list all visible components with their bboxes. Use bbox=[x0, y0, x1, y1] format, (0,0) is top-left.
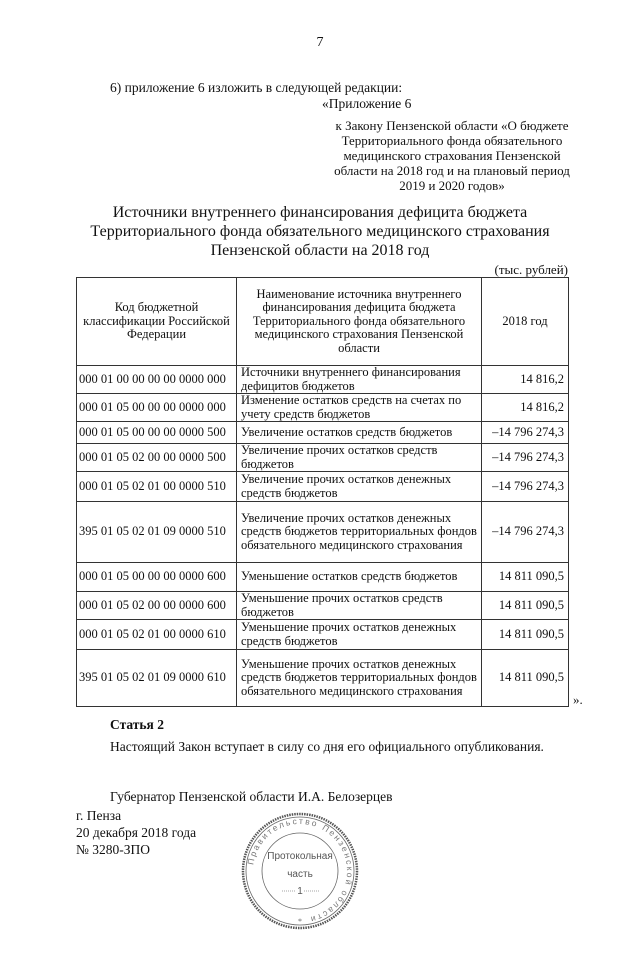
amendment-item: 6) приложение 6 изложить в следующей редакции: bbox=[110, 80, 403, 95]
table-row bbox=[77, 366, 569, 394]
article-heading: Статья 2 bbox=[110, 717, 164, 732]
row-code: 000 01 05 02 00 00 0000 500 bbox=[77, 444, 237, 472]
row-code: 000 01 05 02 01 00 0000 610 bbox=[77, 620, 237, 650]
row-name: Увеличение остатков средств бюджетов bbox=[237, 422, 482, 444]
table-row bbox=[77, 394, 569, 422]
article-text: Настоящий Закон вступает в силу со дня его официального опубликования. bbox=[110, 739, 544, 754]
row-value: 14 816,2 bbox=[482, 366, 569, 394]
document-title bbox=[60, 203, 580, 260]
title-line: Источники внутреннего финансирования дефицита бюджета bbox=[112, 204, 528, 221]
row-code: 395 01 05 02 01 09 0000 610 bbox=[77, 650, 237, 707]
row-code: 395 01 05 02 01 09 0000 510 bbox=[77, 502, 237, 563]
table-row bbox=[77, 592, 569, 620]
stamp-ring-text: Правительство Пензенской области bbox=[245, 815, 356, 926]
header-code: Код бюджетной классификации Российской Федерации bbox=[77, 278, 237, 366]
row-value: 14 816,2 bbox=[482, 394, 569, 422]
signature-area bbox=[0, 805, 640, 935]
stamp-line: 1 bbox=[297, 886, 303, 897]
row-name: Источники внутреннего финансирования дефицитов бюджетов bbox=[237, 366, 482, 394]
row-value: –14 796 274,3 bbox=[482, 422, 569, 444]
table-container bbox=[76, 277, 583, 707]
row-value: 14 811 090,5 bbox=[482, 563, 569, 592]
table-row bbox=[77, 563, 569, 592]
row-name: Увеличение прочих остатков денежных средств бюджетов территориальных фондов обязательного медицинского страхования bbox=[237, 502, 482, 563]
row-name: Увеличение прочих остатков денежных средств бюджетов bbox=[237, 472, 482, 502]
row-name: Увеличение прочих остатков средств бюджетов bbox=[237, 444, 482, 472]
table-row bbox=[77, 444, 569, 472]
table-row bbox=[77, 472, 569, 502]
table-row bbox=[77, 620, 569, 650]
table-row bbox=[77, 422, 569, 444]
header-name: Наименование источника внутреннего финансирования дефицита бюджета Территориального фонда обязательного медицинского страхования Пензенской области bbox=[237, 278, 482, 366]
stamp-line: часть bbox=[287, 869, 313, 880]
row-code: 000 01 05 00 00 00 0000 000 bbox=[77, 394, 237, 422]
row-name: Уменьшение прочих остатков денежных средств бюджетов территориальных фондов обязательного медицинского страхования bbox=[237, 650, 482, 707]
row-value: –14 796 274,3 bbox=[482, 472, 569, 502]
governor-signature: Губернатор Пензенской области И.А. Белозерцев bbox=[110, 789, 393, 804]
title-line: Пензенской области на 2018 год bbox=[210, 242, 430, 259]
header-year: 2018 год bbox=[482, 278, 569, 366]
row-value: 14 811 090,5 bbox=[482, 650, 569, 707]
row-name: Уменьшение прочих остатков средств бюджетов bbox=[237, 592, 482, 620]
page-number: 7 bbox=[316, 35, 324, 50]
table-header-row bbox=[77, 278, 569, 366]
row-name: Уменьшение прочих остатков денежных средств бюджетов bbox=[237, 620, 482, 650]
stamp-line: Протокольная bbox=[267, 851, 333, 862]
row-value: –14 796 274,3 bbox=[482, 502, 569, 563]
closing-quote: ». bbox=[573, 692, 583, 707]
date: 20 декабря 2018 года bbox=[76, 825, 197, 840]
row-code: 000 01 00 00 00 00 0000 000 bbox=[77, 366, 237, 394]
row-value: 14 811 090,5 bbox=[482, 592, 569, 620]
official-stamp bbox=[240, 811, 360, 931]
row-code: 000 01 05 00 00 00 0000 600 bbox=[77, 563, 237, 592]
law-number: № 3280-ЗПО bbox=[76, 842, 151, 857]
table-row bbox=[77, 650, 569, 707]
row-code: 000 01 05 02 00 00 0000 600 bbox=[77, 592, 237, 620]
table-row bbox=[77, 502, 569, 563]
law-reference: к Закону Пензенской области «О бюджете Территориального фонда обязательного медицинского страхования Пензенской области на 2018 год и на плановый период 2019 и 2020 годов» bbox=[334, 118, 570, 193]
row-code: 000 01 05 00 00 00 0000 500 bbox=[77, 422, 237, 444]
signature-block bbox=[76, 807, 196, 858]
stamp-star-icon: * bbox=[298, 917, 302, 926]
units-label: (тыс. рублей) bbox=[494, 262, 568, 277]
city: г. Пенза bbox=[76, 808, 122, 823]
financing-sources-table bbox=[76, 277, 569, 707]
row-value: 14 811 090,5 bbox=[482, 620, 569, 650]
row-value: –14 796 274,3 bbox=[482, 444, 569, 472]
row-code: 000 01 05 02 01 00 0000 510 bbox=[77, 472, 237, 502]
appendix-label: «Приложение 6 bbox=[322, 96, 412, 111]
row-name: Изменение остатков средств на счетах по учету средств бюджетов bbox=[237, 394, 482, 422]
row-name: Уменьшение остатков средств бюджетов bbox=[237, 563, 482, 592]
title-line: Территориального фонда обязательного медицинского страхования bbox=[90, 223, 550, 240]
